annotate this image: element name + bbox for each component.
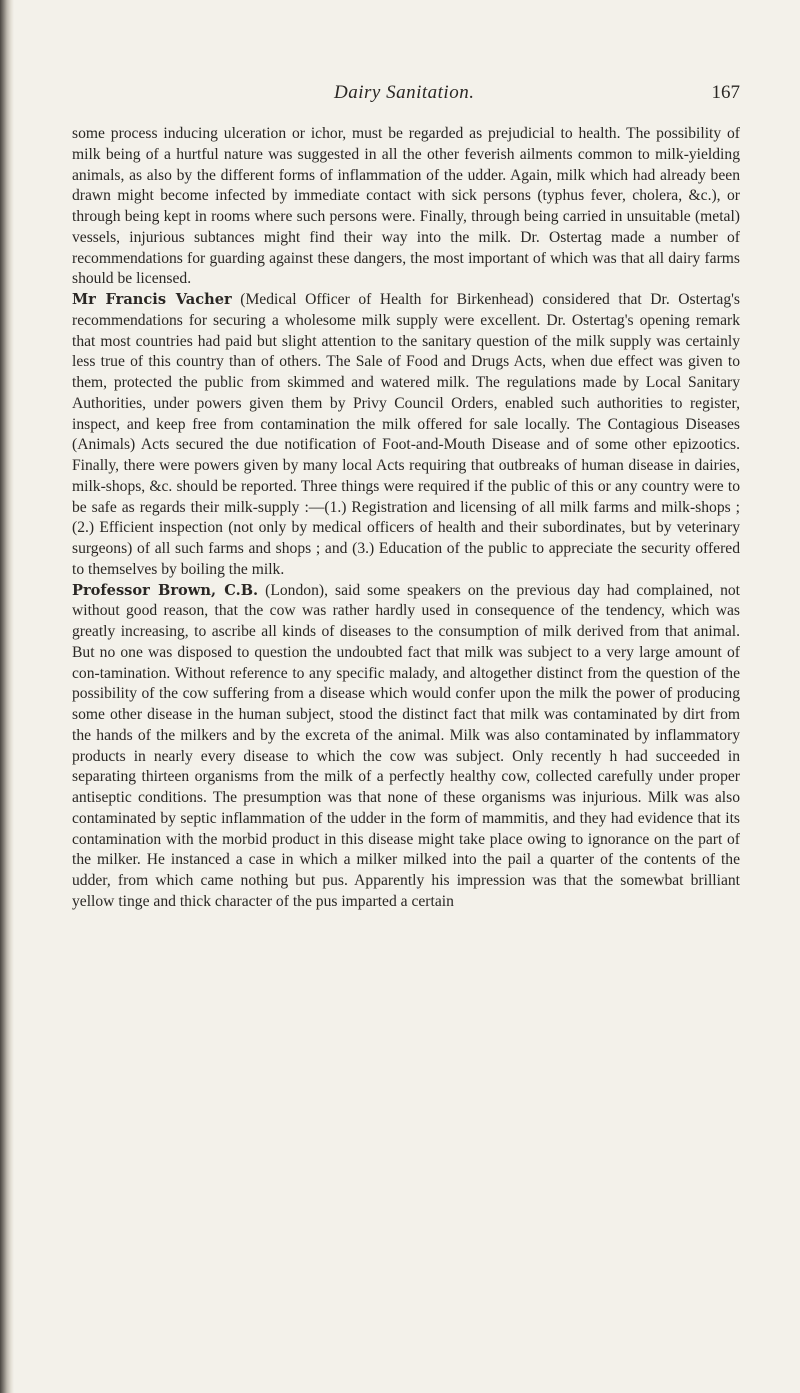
running-head [72, 82, 740, 106]
speaker-name: Mr Francis Vacher [72, 291, 232, 308]
paragraph-text: (London), said some speakers on the previous day had complained, not without good reason, that the cow was rather hardly used in consequence of the tendency, which was greatly increasing, to ascribe all kinds of diseases to the consumption of milk derived from that animal. But no one was disposed to question the undoubted fact that milk was subject to a very large amount of con-tamination. Without reference to any specific malady, and altogether distinct from the question of the possibility of the cow suffering from a disease which would confer upon the milk the power of producing some other disease in the human subject, stood the distinct fact that milk was contaminated by dirt from the hands of the milkers and by the excreta of the animal. Milk was also contaminated by inflammatory products in nearly every disease to which the cow was subject. Only recently h had succeeded in separating thirteen organisms from the milk of a perfectly healthy cow, collected carefully under proper antiseptic conditions. The presumption was that none of these organisms was injurious. Milk was also contaminated by septic inflammation of the udder in the form of mammitis, and they had evidence that its contamination with the morbid product in this disease might take place owing to ignorance on the part of the milker. He instanced a case in which a milker milked into the pail a quarter of the contents of the udder, from which came nothing but pus. Apparently his impression was that the somewbat brilliant yellow tinge and thick character of the pus imparted a certain [72, 581, 741, 910]
book-page [72, 0, 740, 1393]
body-text [72, 124, 740, 913]
paragraph-text: (Medical Officer of Health for Birkenhead) considered that Dr. Ostertag's recommendations for securing a wholesome milk supply were excellent. Dr. Ostertag's opening remark that most countries had paid but slight attention to the sanitary question of the milk supply was certainly less true of this country than of others. The Sale of Food and Drugs Acts, when due effect was given to them, protected the public from skimmed and watered milk. The regulations made by Local Sanitary Authorities, under powers given them by Privy Council Orders, enabled such authorities to register, inspect, and keep free from contamination the milk offered for sale locally. The Contagious Diseases (Animals) Acts secured the due notification of Foot-and-Mouth Disease and of some other epizootics. Finally, there were powers given by many local Acts requiring that outbreaks of human disease in dairies, milk-shops, &c. should be reported. Three things were required if the public of this or any country were to be safe as regards their milk-supply :—(1.) Registration and licensing of all milk farms and milk-shops ; (2.) Efficient inspection (not only by medical officers of health and their subordinates, but by veterinary surgeons) of all such farms and shops ; and (3.) Education of the public to appreciate the security offered to themselves by boiling the milk. [72, 291, 741, 578]
paragraph-text: some process inducing ulceration or ichor, must be regarded as prejudicial to health. The possibility of milk being of a hurtful nature was suggested in all the other feverish ailments common to milk-yielding animals, as also by the different forms of inflammation of the udder. Again, milk which had already been drawn might become infected by immediate contact with sick persons (typhus fever, cholera, &c.), or through being kept in rooms where such persons were. Finally, through being carried in unsuitable (metal) vessels, injurious subtances might find their way into the milk. Dr. Ostertag made a number of recommendations for guarding against these dangers, the most important of which was that all dairy farms should be licensed. [72, 125, 740, 288]
paragraph [72, 290, 740, 581]
paragraph [72, 581, 740, 913]
running-title: Dairy Sanitation. [334, 82, 475, 103]
page-number: 167 [711, 82, 740, 103]
paragraph [72, 124, 740, 290]
speaker-name: Professor Brown, C.B. [72, 581, 259, 599]
book-binding-edge [0, 0, 14, 1393]
